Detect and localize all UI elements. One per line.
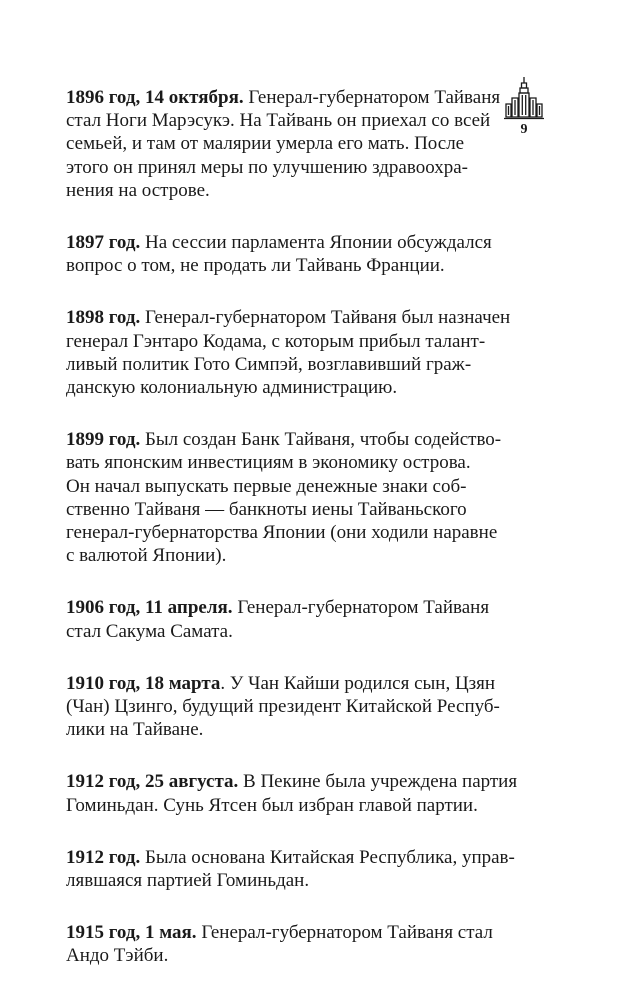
entry-text: ливый политик Гото Симпэй, возглавивший граж- (66, 353, 472, 375)
chronology-entry (66, 846, 515, 892)
entry-text: Генерал-губернатором Тайваня (232, 597, 490, 619)
chronology-entry (66, 306, 511, 399)
chronology-entry (66, 428, 502, 567)
entry-text: данскую колониальную администрацию. (66, 377, 398, 399)
chronology-list (66, 86, 518, 968)
entry-text: генерал-губернаторства Японии (они ходили наравне (66, 522, 498, 544)
running-header (502, 76, 546, 138)
entry-date: 1896 год, 14 октября. (66, 87, 244, 108)
chronology-entry (66, 672, 500, 742)
entry-text: нения на острове. (66, 179, 210, 201)
city-skyline-icon (502, 76, 546, 120)
entry-text: В Пекине была учреждена партия (238, 771, 518, 793)
entry-text: Генерал-губернатором Тайваня стал (196, 922, 493, 944)
entry-text: Он начал выпускать первые денежные знаки соб- (66, 475, 467, 497)
page-number: 9 (520, 122, 528, 137)
entry-date: 1899 год. (66, 429, 141, 451)
entry-text: семьей, и там от малярии умерла его мать. После (66, 133, 465, 155)
chronology-entry (66, 231, 496, 277)
entry-date: 1910 год, 18 марта (66, 672, 221, 694)
entry-text: с валютой Японии). (66, 545, 227, 567)
entry-text: Генерал-губернатором Тайваня был назначен (140, 307, 511, 329)
entry-text: (Чан) Цзинго, будущий президент Китайской Респуб- (66, 696, 500, 718)
entry-date: 1912 год, 25 августа. (66, 771, 239, 793)
entry-text: генерал Гэнтаро Кодама, с которым прибыл талант- (66, 330, 486, 352)
entry-text: стал Ноги Марэсукэ. На Тайвань он приехал со всей (66, 110, 491, 132)
entry-date: 1915 год, 1 мая. (66, 922, 197, 944)
chronology-entry (66, 86, 501, 202)
chronology-entry (66, 921, 496, 967)
chronology-entry (66, 770, 518, 816)
entry-text: лявшаяся партией Гоминьдан. (66, 870, 310, 892)
entry-text: На сессии парламента Японии обсуждался (140, 232, 492, 254)
entry-date: 1898 год. (66, 307, 141, 329)
chronology-entry (66, 596, 496, 642)
entry-text: вать японским инвестициям в экономику острова. (66, 452, 471, 474)
entry-text: Андо Тэйби. (66, 945, 169, 967)
entry-text: Гоминьдан. Сунь Ятсен был избран главой партии. (66, 794, 478, 816)
entry-text: Генерал-губернатором Тайваня (243, 87, 501, 108)
entry-date: 1897 год. (66, 232, 141, 254)
entry-date: 1912 год. (66, 846, 141, 868)
entry-text: ственно Тайваня — банкноты иены Тайваньского (66, 498, 467, 520)
entry-date: 1906 год, 11 апреля. (66, 597, 233, 619)
entry-text: Была основана Китайская Республика, управ- (140, 846, 515, 868)
entry-text: стал Сакума Самата. (66, 620, 233, 642)
entry-text: вопрос о том, не продать ли Тайвань Франции. (66, 255, 445, 277)
entry-text: Был создан Банк Тайваня, чтобы содейство- (140, 429, 502, 451)
entry-text: . У Чан Кайши родился сын, Цзян (220, 672, 496, 694)
entry-text: лики на Тайване. (66, 719, 204, 741)
entry-text: этого он принял меры по улучшению здравоохра- (66, 156, 468, 178)
